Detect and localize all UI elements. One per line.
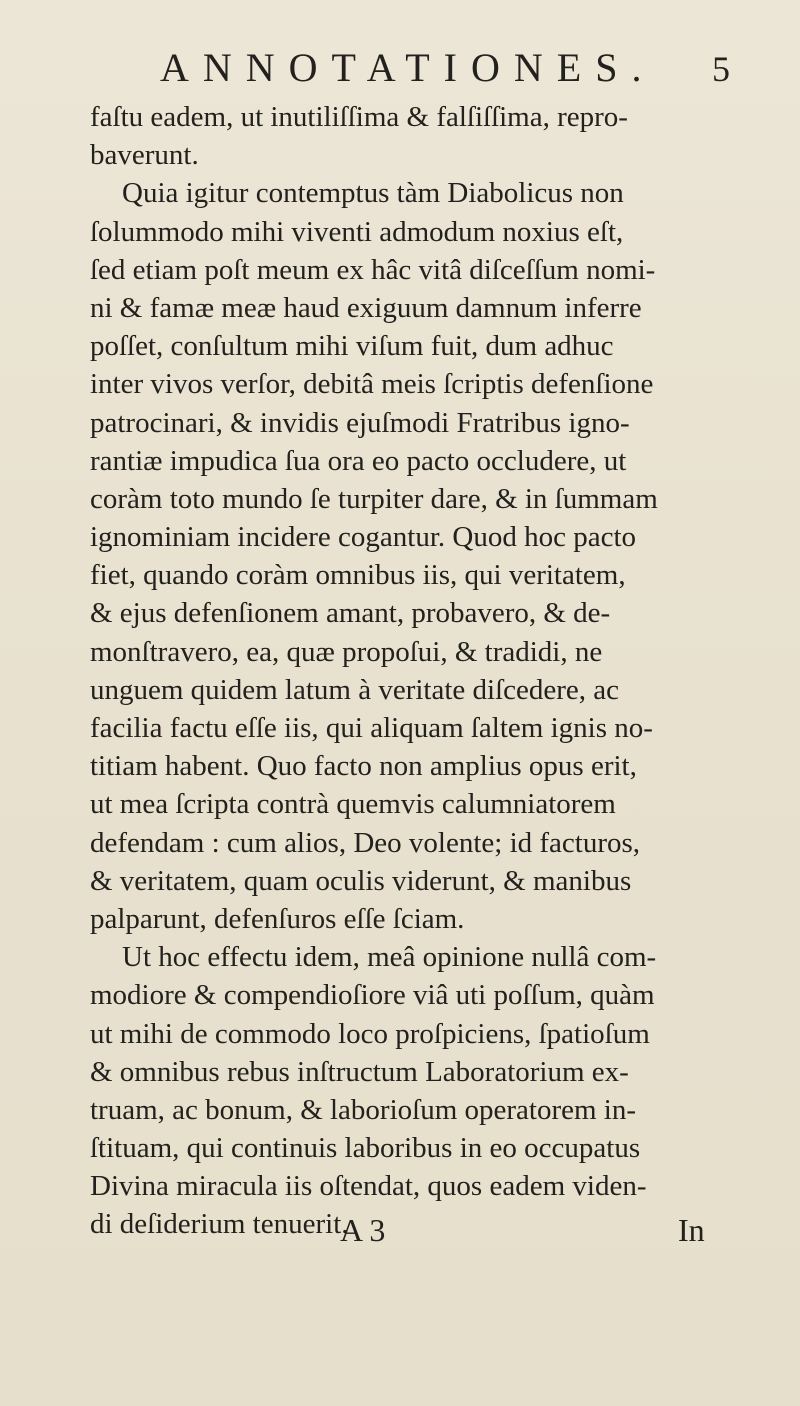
body-text bbox=[90, 98, 740, 1244]
text-line: Ut hoc effectu idem, meâ opinione nullâ com- bbox=[122, 941, 657, 974]
text-line: & omnibus rebus inſtructum Laboratorium ex- bbox=[90, 1055, 629, 1088]
text-line: ignominiam incidere cogantur. Quod hoc pacto bbox=[90, 521, 637, 554]
text-line: poſſet, conſultum mihi viſum fuit, dum adhuc bbox=[90, 330, 614, 363]
text-line: faſtu eadem, ut inutiliſſima & falſiſſima, repro- bbox=[90, 101, 628, 133]
text-line: di deſiderium tenuerit. bbox=[90, 1208, 349, 1241]
text-line: & veritatem, quam oculis viderunt, & manibus bbox=[90, 864, 632, 897]
text-line: ſolummodo mihi viventi admodum noxius eſt, bbox=[90, 215, 624, 248]
text-line: unguem quidem latum à veritate diſcedere, ac bbox=[90, 673, 620, 706]
text-line: modiore & compendioſiore viâ uti poſſum, quàm bbox=[90, 979, 655, 1012]
text-line: facilia factu eſſe iis, qui aliquam ſaltem ignis no- bbox=[90, 712, 653, 744]
text-line: monſtravero, ea, quæ propoſui, & tradidi, ne bbox=[90, 635, 603, 668]
text-line: truam, ac bonum, & laborioſum operatorem in- bbox=[90, 1093, 637, 1126]
text-line: patrocinari, & invidis ejuſmodi Fratribus igno- bbox=[90, 406, 630, 439]
text-line: Quia igitur contemptus tàm Diabolicus non bbox=[122, 177, 624, 210]
text-line: & ejus defenſionem amant, probavero, & de- bbox=[90, 597, 611, 630]
text-line: ut mihi de commodo loco proſpiciens, ſpatioſum bbox=[90, 1017, 650, 1050]
text-line: coràm toto mundo ſe turpiter dare, & in ſummam bbox=[90, 482, 658, 515]
text-line: defendam : cum alios, Deo volente; id facturos, bbox=[90, 826, 641, 859]
text-line: palparunt, defenſuros eſſe ſciam. bbox=[90, 902, 465, 935]
text-line: ut mea ſcripta contrà quemvis calumniatorem bbox=[90, 788, 616, 821]
text-line: Divina miracula iis oſtendat, quos eadem viden- bbox=[90, 1170, 647, 1203]
page-footer bbox=[0, 1212, 800, 1262]
running-head: ANNOTATIONES. bbox=[160, 45, 656, 90]
text-line: fiet, quando coràm omnibus iis, qui veritatem, bbox=[90, 559, 626, 592]
text-line: ſed etiam poſt meum ex hâc vitâ diſceſſum nomi- bbox=[90, 253, 656, 286]
text-line: baverunt. bbox=[90, 139, 199, 172]
page-number: 5 bbox=[712, 49, 730, 89]
text-line: ni & famæ meæ haud exiguum damnum inferre bbox=[90, 291, 642, 324]
signature-mark: A 3 bbox=[340, 1212, 386, 1248]
text-line: rantiæ impudica ſua ora eo pacto occludere, ut bbox=[90, 444, 627, 477]
page-header bbox=[160, 44, 730, 94]
catchword: In bbox=[678, 1212, 705, 1248]
text-line: ſtituam, qui continuis laboribus in eo occupatus bbox=[90, 1132, 641, 1165]
text-line: inter vivos verſor, debitâ meis ſcriptis defenſione bbox=[90, 368, 654, 401]
text-line: titiam habent. Quo facto non amplius opus erit, bbox=[90, 750, 637, 783]
